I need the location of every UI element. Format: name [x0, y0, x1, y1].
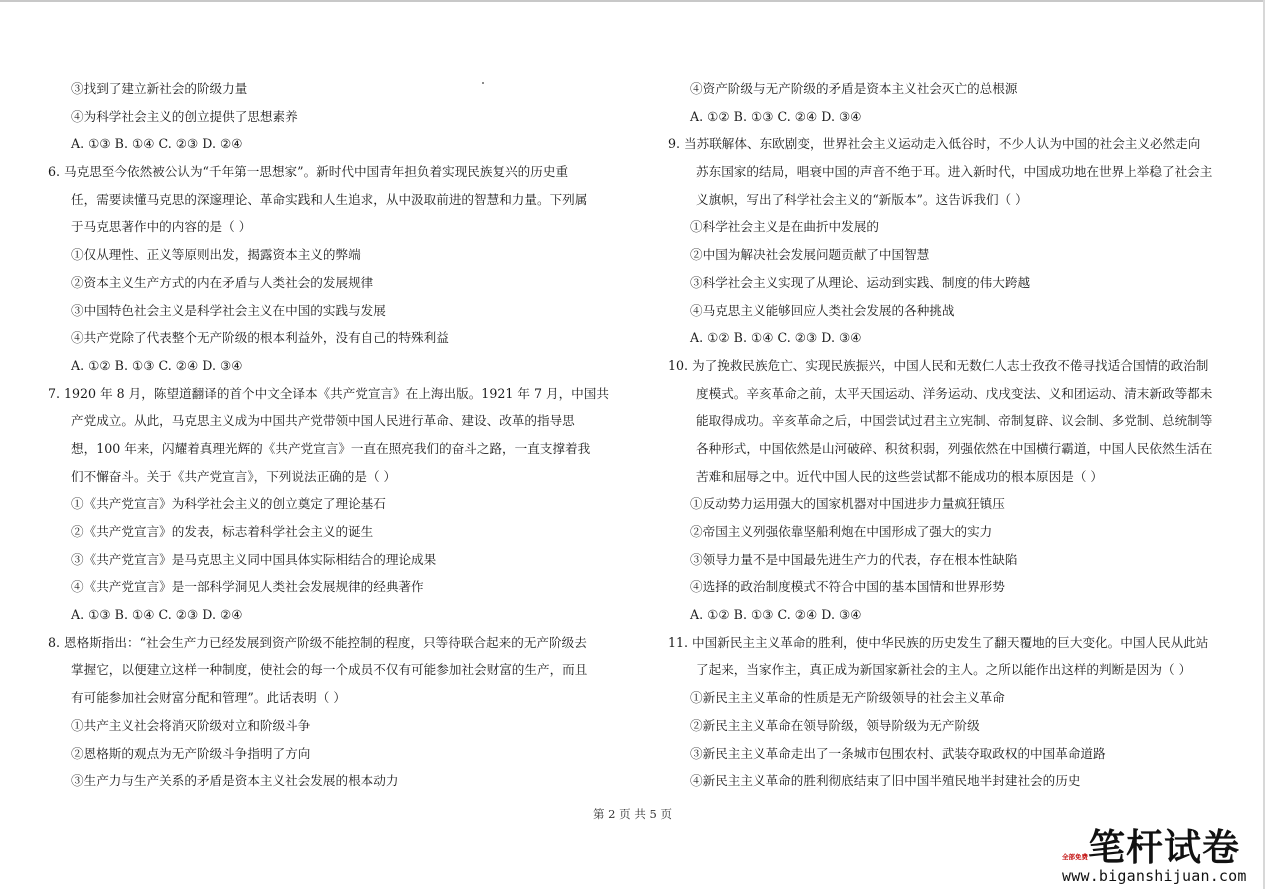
statement-option: ④为科学社会主义的创立提供了思想素养 [71, 108, 298, 124]
question-stem-cont: 义旗帜，写出了科学社会主义的“新版本”。这告诉我们（ ） [696, 191, 1028, 207]
answer-choices: A. ①② B. ①③ C. ②④ D. ③④ [71, 357, 243, 373]
answer-choices: A. ①③ B. ①④ C. ②③ D. ②④ [71, 136, 243, 152]
question-stem: 11. 中国新民主主义革命的胜利，使中华民族的历史发生了翻天覆地的巨大变化。中国人民从此站 [668, 634, 1209, 650]
question-stem: 10. 为了挽救民族危亡、实现民族振兴，中国人民和无数仁人志士孜孜不倦寻找适合国情的政治制 [668, 357, 1209, 373]
statement-option: ②《共产党宣言》的发表，标志着科学社会主义的诞生 [71, 524, 374, 539]
statement-option: ④《共产党宣言》是一部科学洞见人类社会发展规律的经典著作 [71, 579, 424, 595]
question-stem-cont: 各种形式，中国依然是山河破碎、积贫积弱，列强依然在中国横行霸道，中国人民依然生活在 [696, 440, 1213, 456]
site-watermark [1058, 826, 1248, 886]
statement-option: ①反动势力运用强大的国家机器对中国进步力量疯狂镇压 [690, 496, 1005, 512]
statement-option: ②新民主主义革命在领导阶级，领导阶级为无产阶级 [690, 717, 980, 733]
statement-option: ④选择的政治制度模式不符合中国的基本国情和世界形势 [690, 579, 1005, 595]
statement-option: ①共产主义社会将消灭阶级对立和阶级斗争 [71, 717, 311, 733]
page-top-border [0, 0, 1265, 2]
question-stem-cont: 掌握它，以便建立这样一种制度，使社会的每一个成员不仅有可能参加社会财富的生产，而且 [71, 662, 588, 678]
question-stem-cont: 有可能参加社会财富分配和管理”。此话表明（ ） [71, 690, 346, 706]
statement-option: ②恩格斯的观点为无产阶级斗争指明了方向 [71, 745, 311, 761]
answer-choices: A. ①② B. ①④ C. ②③ D. ③④ [690, 330, 862, 346]
answer-choices: A. ①③ B. ①④ C. ②③ D. ②④ [71, 607, 243, 623]
answer-choices: A. ①② B. ①③ C. ②④ D. ③④ [690, 607, 862, 623]
statement-option: ③领导力量不是中国最先进生产力的代表，存在根本性缺陷 [690, 551, 1018, 567]
answer-choices: A. ①② B. ①③ C. ②④ D. ③④ [690, 108, 862, 124]
watermark-url: www.biganshijuan.com [1062, 867, 1247, 885]
question-stem-cont: 任，需要读懂马克思的深邃理论、革命实践和人生追求，从中汲取前进的智慧和力量。下列属 [71, 191, 588, 207]
question-stem-cont: 想，100 年来，闪耀着真理光辉的《共产党宣言》一直在照亮我们的奋斗之路，一直支撑着我 [71, 440, 591, 456]
question-stem-cont: 度模式。辛亥革命之前，太平天国运动、洋务运动、戊戌变法、义和团运动、清末新政等都未 [696, 385, 1213, 401]
statement-option: ③《共产党宣言》是马克思主义同中国具体实际相结合的理论成果 [71, 551, 437, 567]
question-stem-cont: 们不懈奋斗。关于《共产党宣言》，下列说法正确的是（ ） [71, 468, 397, 484]
question-stem-cont: 于马克思著作中的内容的是（ ） [71, 219, 252, 235]
statement-option: ④共产党除了代表整个无产阶级的根本利益外，没有自己的特殊利益 [71, 330, 449, 346]
question-stem: 7. 1920 年 8 月，陈望道翻译的首个中文全译本《共产党宣言》在上海出版。1921 年 7 月，中国共 [48, 385, 609, 401]
question-stem: 8. 恩格斯指出：“社会生产力已经发展到资产阶级不能控制的程度，只等待联合起来的无产阶级去 [48, 634, 587, 650]
question-stem-cont: 能取得成功。辛亥革命之后，中国尝试过君主立宪制、帝制复辟、议会制、多党制、总统制等 [696, 413, 1213, 429]
question-stem-cont: 苦难和屈辱之中。近代中国人民的这些尝试都不能成功的根本原因是（ ） [696, 468, 1104, 484]
question-stem: 9. 当苏联解体、东欧剧变，世界社会主义运动走入低谷时，不少人认为中国的社会主义必然走向 [668, 136, 1201, 152]
question-stem-cont: 苏东国家的结局，唱衰中国的声音不绝于耳。进入新时代，中国成功地在世界上举稳了社会主 [696, 164, 1213, 180]
question-stem: 6. 马克思至今依然被公认为“千年第一思想家”。新时代中国青年担负着实现民族复兴的历史重 [48, 164, 569, 180]
right-column [668, 75, 1238, 795]
statement-option: ③生产力与生产关系的矛盾是资本主义社会发展的根本动力 [71, 773, 399, 789]
page-number-footer: 第 2 页 共 5 页 [593, 807, 672, 821]
question-stem-cont: 了起来，当家作主，真正成为新国家新社会的主人。之所以能作出这样的判断是因为（ ） [696, 662, 1192, 678]
statement-option: ④马克思主义能够回应人类社会发展的各种挑战 [690, 302, 955, 318]
statement-option: ②资本主义生产方式的内在矛盾与人类社会的发展规律 [71, 274, 374, 290]
watermark-brand: 笔杆试卷 [1088, 826, 1240, 869]
watermark-tag: 全部免费 [1062, 853, 1088, 861]
left-column [48, 75, 618, 795]
statement-option: ②中国为解决社会发展问题贡献了中国智慧 [690, 247, 930, 263]
statement-option: ①仅从理性、正义等原则出发，揭露资本主义的弊端 [71, 247, 361, 263]
statement-option: ④新民主主义革命的胜利彻底结束了旧中国半殖民地半封建社会的历史 [690, 773, 1081, 789]
statement-option: ①科学社会主义是在曲折中发展的 [690, 219, 879, 235]
statement-option: ②帝国主义列强依靠坚船利炮在中国形成了强大的实力 [690, 524, 993, 539]
question-stem-cont: 产党成立。从此，马克思主义成为中国共产党带领中国人民进行革命、建设、改革的指导思 [71, 413, 575, 429]
statement-option: ③找到了建立新社会的阶级力量 [71, 81, 248, 96]
statement-option: ③中国特色社会主义是科学社会主义在中国的实践与发展 [71, 302, 386, 318]
statement-option: ④资产阶级与无产阶级的矛盾是资本主义社会灭亡的总根源 [690, 81, 1018, 96]
statement-option: ①《共产党宣言》为科学社会主义的创立奠定了理论基石 [71, 496, 386, 512]
statement-option: ③新民主主义革命走出了一条城市包围农村、武装夺取政权的中国革命道路 [690, 745, 1106, 761]
statement-option: ③科学社会主义实现了从理论、运动到实践、制度的伟大跨越 [690, 274, 1031, 290]
statement-option: ①新民主主义革命的性质是无产阶级领导的社会主义革命 [690, 690, 1005, 706]
